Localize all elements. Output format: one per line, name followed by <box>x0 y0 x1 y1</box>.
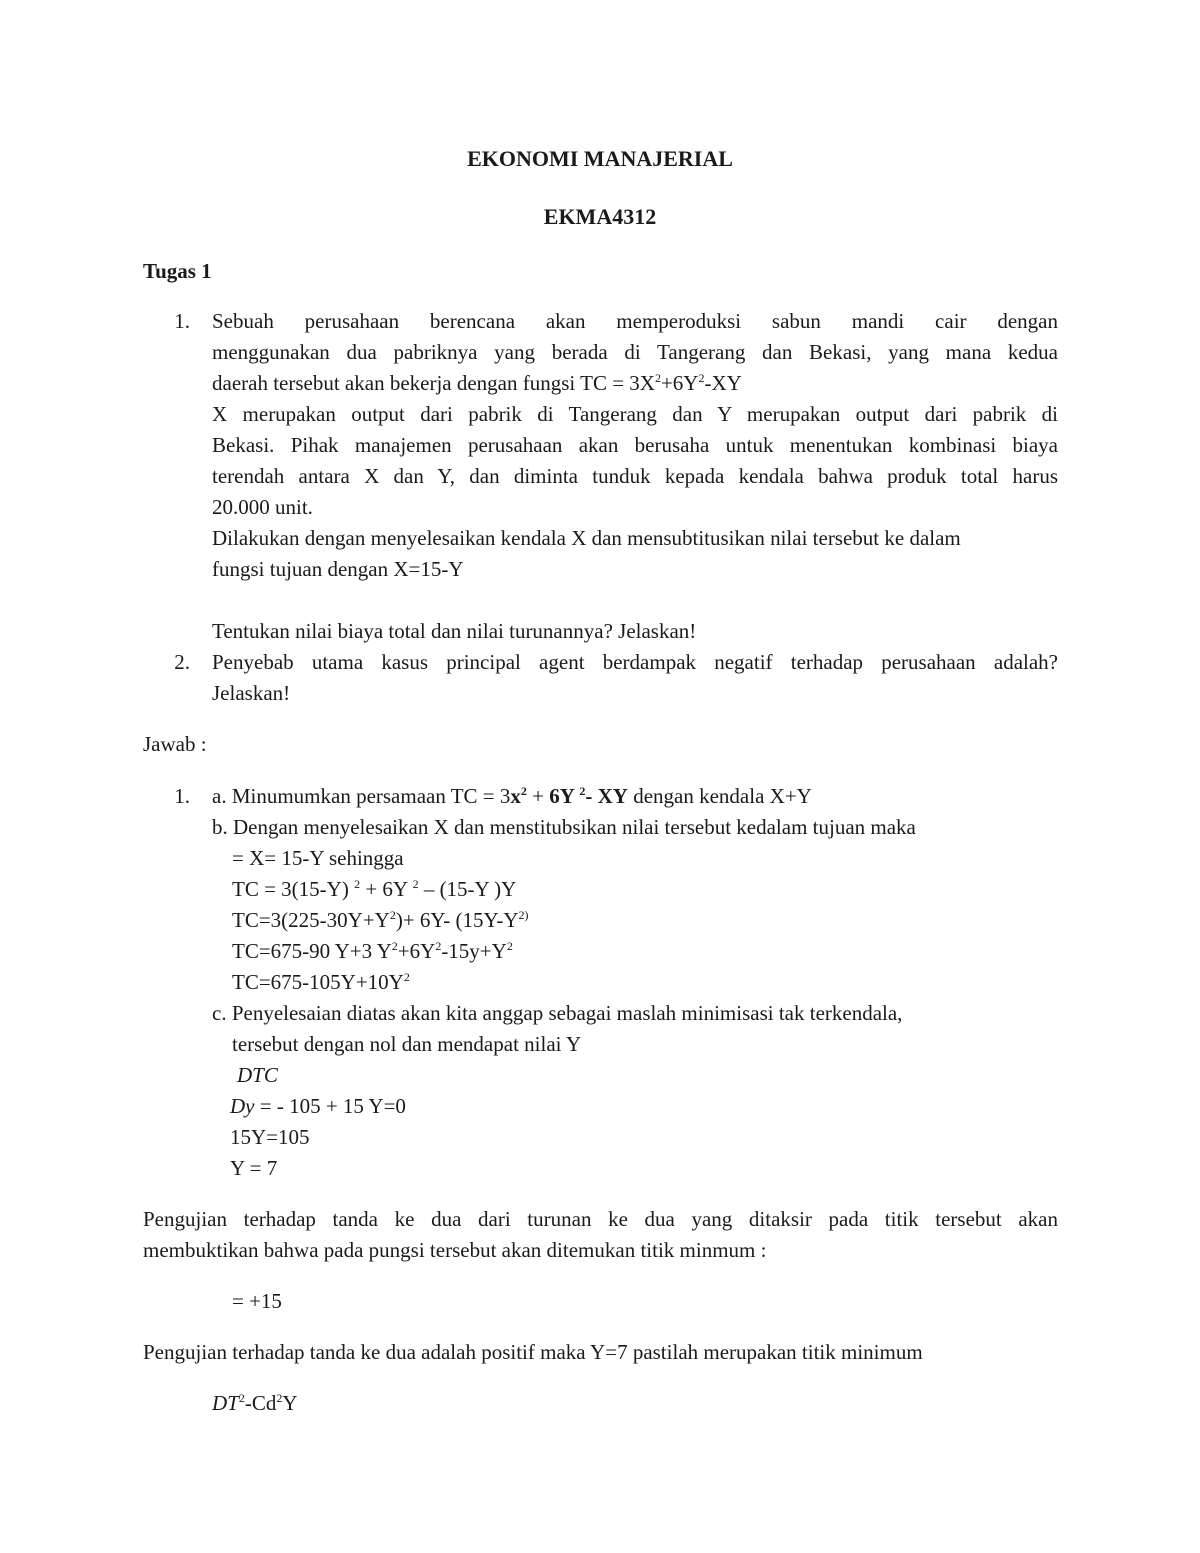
question-1-line-9: fungsi tujuan dengan X=15-Y <box>212 557 464 581</box>
answer-part-c-line-2: tersebut dengan nol dan mendapat nilai Y <box>232 1032 582 1056</box>
answer-label: Jawab : <box>143 732 207 756</box>
answer-part-c-line-1: c. Penyelesaian diatas akan kita anggap sebagai maslah minimisasi tak terkendala, <box>212 1001 903 1025</box>
equation-step-2: $TC=3(225-30Y+Y^2)+ 6Y-$ ($15Y-Y^{2)}$ <box>232 908 529 932</box>
question-1-line-4: X merupakan output dari pabrik di Tangerang dan Y merupakan output dari pabrik di <box>212 402 1058 426</box>
equation-step-1: TC = 3(15-Y) $^2$ + 6Y $^2$ – (15-Y )Y <box>232 877 517 901</box>
question-1-line-7: 20.000 unit. <box>212 495 313 519</box>
document-title: EKONOMI MANAJERIAL <box>467 146 733 171</box>
question-2-line-2: Jelaskan! <box>212 681 291 705</box>
equation-step-3: TC=675-90 Y+3 $Y^2+6Y^2-15y+Y^2$ <box>232 939 513 963</box>
answer-part-b-line-1: b. Dengan menyelesaikan X dan menstitubsikan nilai tersebut kedalam tujuan maka <box>212 815 916 839</box>
question-2-line-1: Penyebab utama kasus principal agent berdampak negatif terhadap perusahaan adalah? <box>212 650 1058 674</box>
derivative-numerator: DTC <box>237 1063 278 1087</box>
answer-part-a: a. Minumumkan persamaan TC = $3x^2 + 6Y$ $^2$- XY dengan kendala X+Y <box>212 784 812 808</box>
question-1-line-5: Bekasi. Pihak manajemen perusahaan akan berusaha untuk menentukan kombinasi biaya <box>212 433 1058 457</box>
equation-y-result: Y = 7 <box>230 1156 278 1180</box>
question-1-line-8: Dilakukan dengan menyelesaikan kendala X dan mensubtitusikan nilai tersebut ke dalam <box>212 526 961 550</box>
equation-step-4: $TC=675-105Y+10Y^2$ <box>232 970 410 994</box>
question-2-number: 2. <box>174 650 190 674</box>
answer-1-number: 1. <box>174 784 190 808</box>
conclusion-paragraph: Pengujian terhadap tanda ke dua adalah positif maka Y=7 pastilah merupakan titik minimum <box>143 1340 923 1364</box>
question-1-number: 1. <box>174 309 190 333</box>
second-derivative-result: = +15 <box>232 1289 282 1313</box>
section-heading: Tugas 1 <box>143 259 212 283</box>
question-1-line-1: Sebuah perusahaan berencana akan memperoduksi sabun mandi cair dengan <box>212 309 1058 333</box>
second-derivative-notation: $DT^2-Cd^2Y$ <box>212 1391 298 1415</box>
course-code: EKMA4312 <box>543 204 657 229</box>
question-1-line-10: Tentukan nilai biaya total dan nilai turunannya? Jelaskan! <box>212 619 697 643</box>
closing-paragraph-line-2: membuktikan bahwa pada pungsi tersebut akan ditemukan titik minmum : <box>143 1238 767 1262</box>
question-1-line-6: terendah antara X dan Y, dan diminta tunduk kepada kendala bahwa produk total harus <box>212 464 1058 488</box>
equation-15y: 15Y=105 <box>230 1125 310 1149</box>
question-1-line-2: menggunakan dua pabriknya yang berada di Tangerang dan Bekasi, yang mana kedua <box>212 340 1058 364</box>
closing-paragraph-line-1: Pengujian terhadap tanda ke dua dari turunan ke dua yang ditaksir pada titik tersebut akan <box>143 1207 1058 1231</box>
answer-part-b-line-2: = X= 15-Y sehingga <box>232 846 404 870</box>
derivative-equation: Dy = - 105 + 15 Y=0 <box>230 1094 406 1118</box>
question-1-line-3: daerah tersebut akan bekerja dengan fungsi TC = $3X^2+6Y^2-XY$ <box>212 371 742 395</box>
